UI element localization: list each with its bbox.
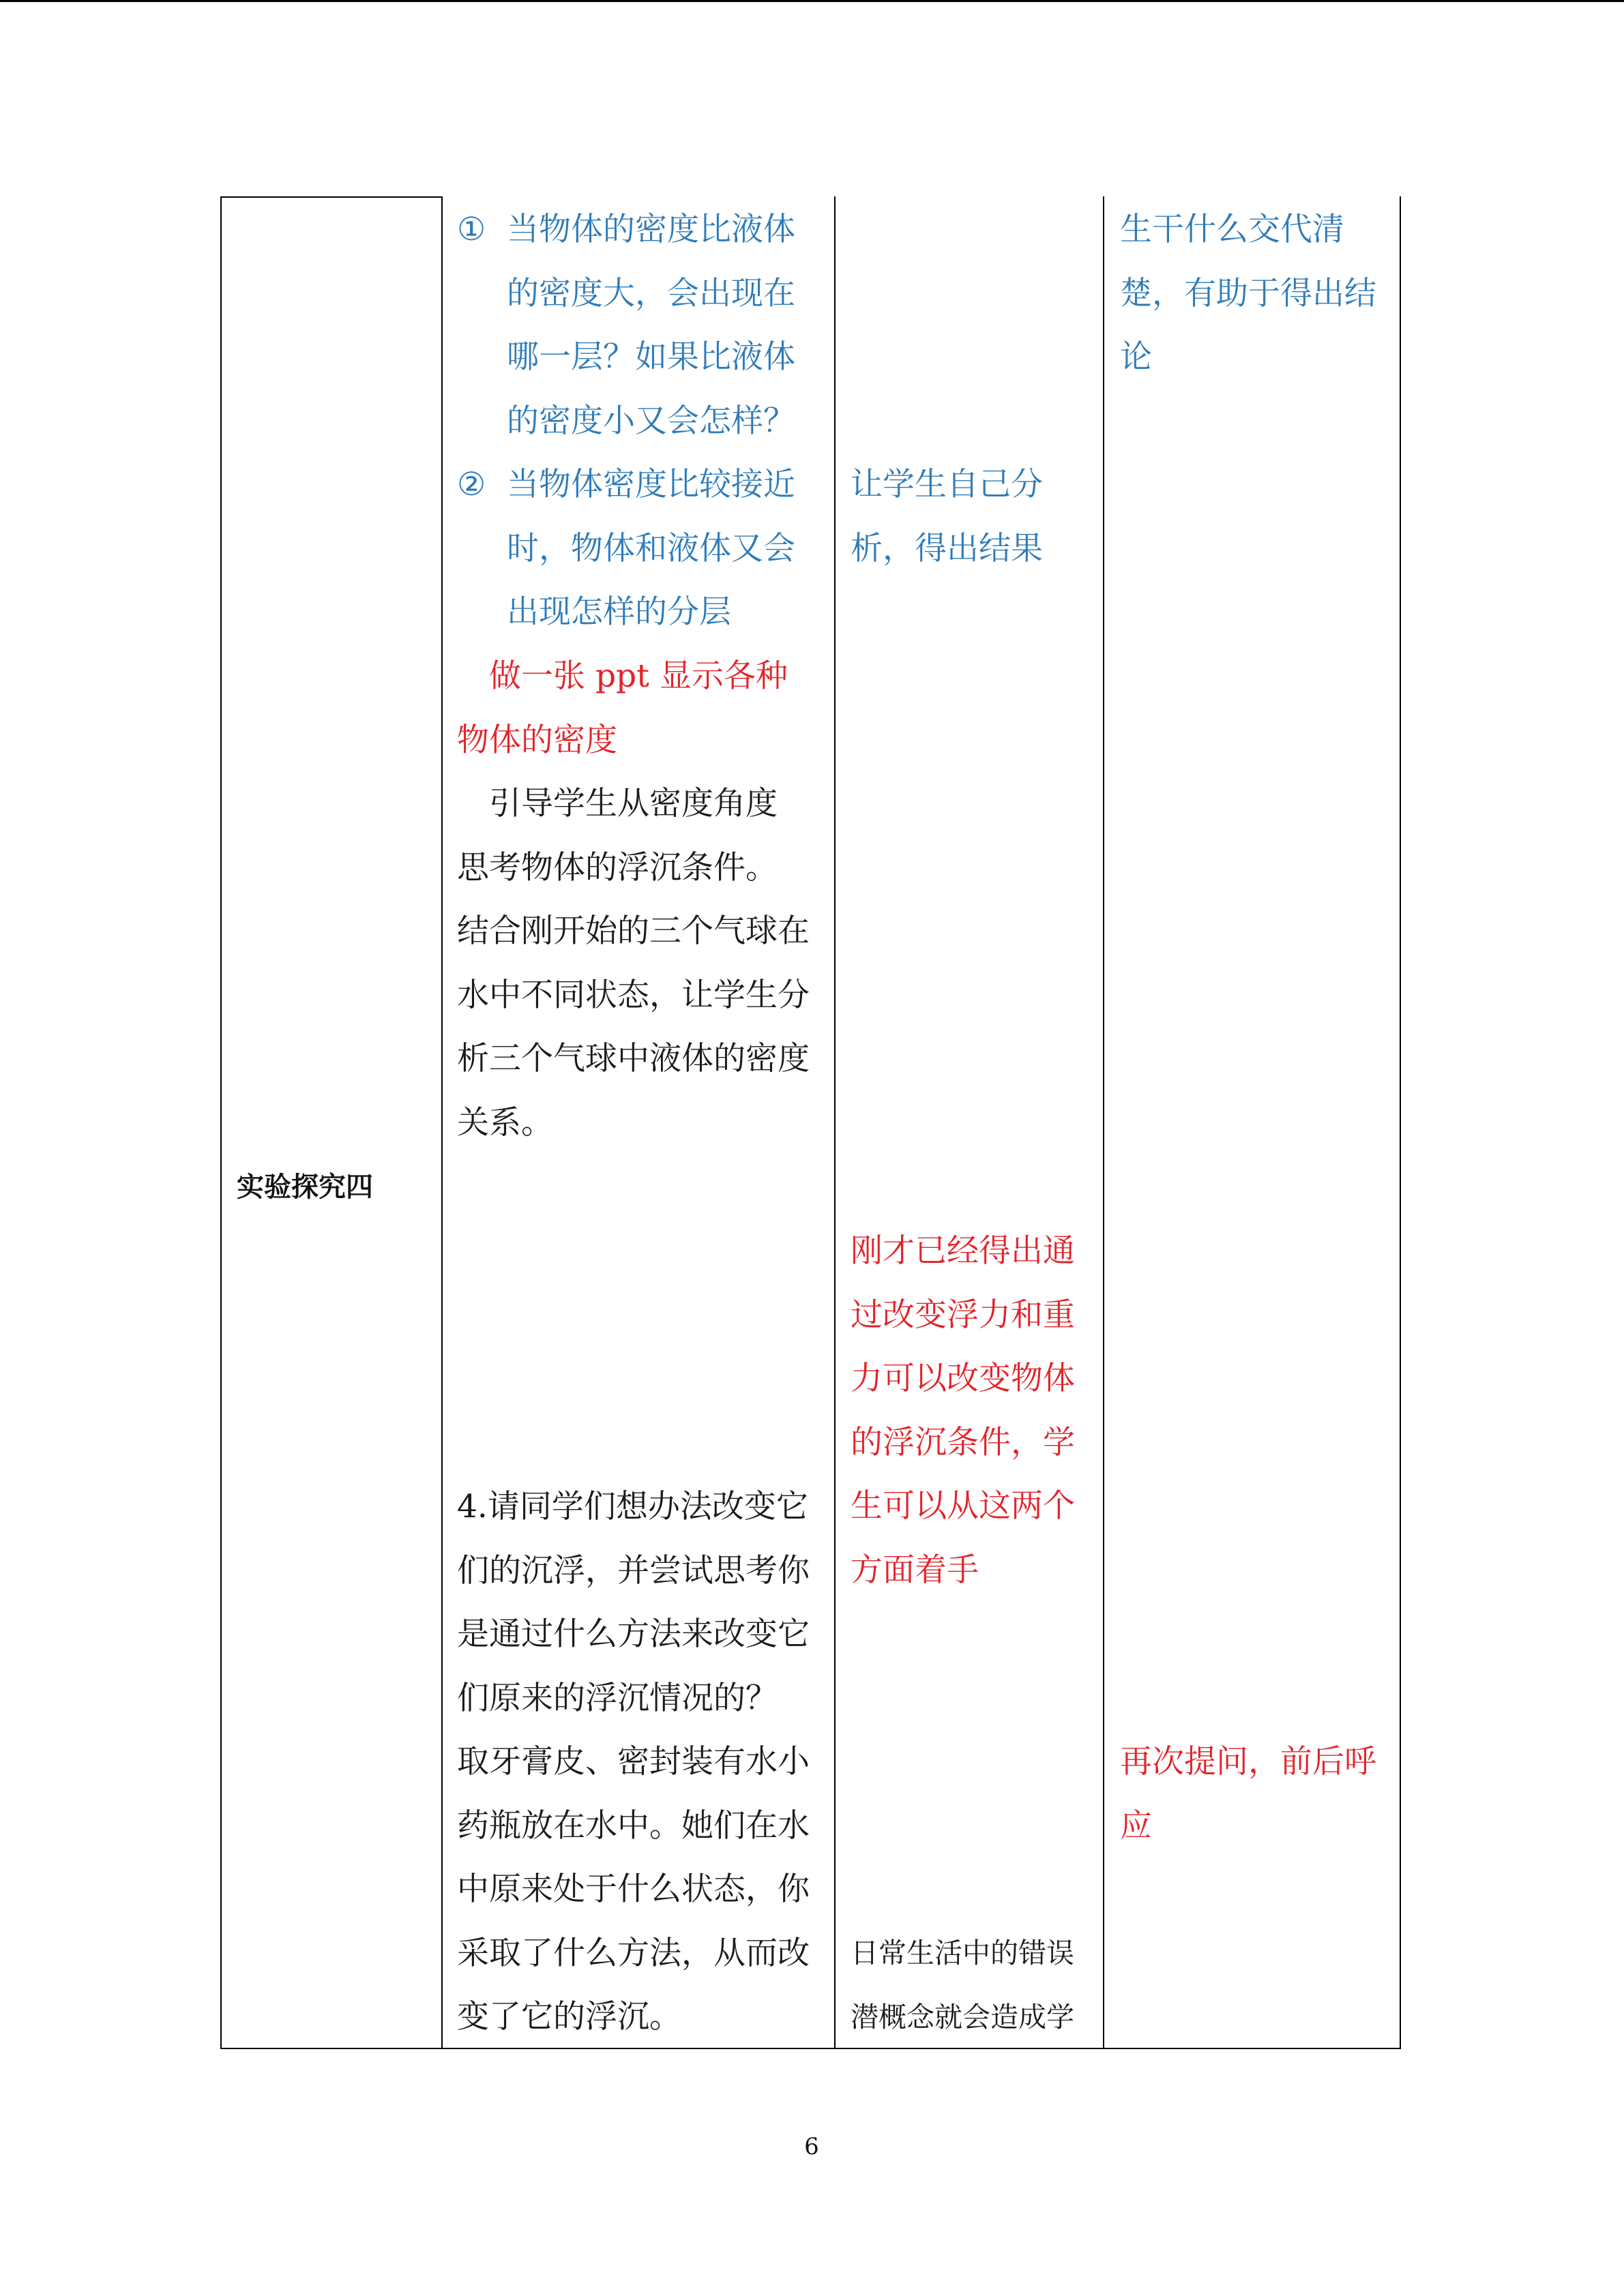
- task-4-line: 采取了什么方法，从而改: [457, 1934, 810, 1972]
- question-1-line: 的密度小又会怎样？: [507, 402, 795, 440]
- task-4-line: 取牙膏皮、密封装有水小: [457, 1743, 810, 1780]
- ppt-note: [457, 644, 825, 772]
- student-hint-line: 方面着手: [851, 1551, 979, 1589]
- page-top-border: [0, 0, 1624, 2]
- intent-echo-line: 再次提问，前后呼: [1120, 1743, 1376, 1780]
- student-hint-line: 过改变浮力和重: [851, 1296, 1075, 1334]
- task-4-line: 中原来处于什么状态，你: [457, 1870, 810, 1908]
- student-analyze: [851, 453, 1096, 580]
- student-misconception-line: 潜概念就会造成学: [851, 2000, 1074, 2033]
- ppt-note-line: 做一张 ppt 显示各种: [457, 657, 788, 695]
- guide-paragraph: [457, 772, 825, 1154]
- guide-line: 水中不同状态，让学生分: [457, 976, 810, 1014]
- student-hint-line: 刚才已经得出通: [851, 1232, 1075, 1270]
- intent-clarify-line: 生干什么交代清: [1120, 211, 1344, 248]
- task-4-paragraph: [457, 1475, 825, 2049]
- column-1-top-border: [220, 196, 443, 198]
- ppt-note-line: 物体的密度: [457, 721, 617, 759]
- table-border-left: [220, 196, 222, 2048]
- student-hint: [851, 1219, 1096, 1602]
- intent-echo-line: 应: [1120, 1806, 1152, 1845]
- intent-clarify: [1120, 198, 1393, 389]
- question-2-line: 出现怎样的分层: [507, 593, 731, 631]
- guide-line: 关系。: [457, 1103, 553, 1142]
- guide-line: 结合刚开始的三个气球在: [457, 912, 810, 950]
- task-4-line: 是通过什么方法来改变它: [457, 1615, 810, 1653]
- student-analyze-line: 让学生自己分: [851, 466, 1043, 503]
- student-misconception: [851, 1922, 1096, 2049]
- guide-line: 析三个气球中液体的密度: [457, 1040, 810, 1077]
- column-divider-2: [834, 196, 836, 2048]
- guide-line: 引导学生从密度角度: [457, 785, 778, 822]
- task-4-line: 变了它的浮沉。: [457, 1998, 681, 2036]
- student-hint-line: 生可以从这两个: [851, 1487, 1075, 1525]
- task-4-line: 药瓶放在水中。她们在水: [457, 1806, 810, 1845]
- question-2-marker: ②: [457, 466, 486, 503]
- question-1-line: 的密度大，会出现在: [507, 274, 795, 312]
- column-divider-3: [1103, 196, 1104, 2048]
- question-2-line: 时，物体和液体又会: [507, 529, 795, 567]
- question-1-line: 哪一层？如果比液体: [507, 338, 795, 376]
- student-hint-line: 力可以改变物体: [851, 1360, 1075, 1397]
- intent-clarify-line: 论: [1120, 338, 1152, 376]
- question-2-line: 当物体密度比较接近: [507, 466, 795, 503]
- task-4-line: 们原来的浮沉情况的？: [457, 1679, 778, 1717]
- question-1: [457, 198, 825, 453]
- student-hint-line: 的浮沉条件，学: [851, 1423, 1075, 1461]
- guide-line: 思考物体的浮沉条件。: [457, 848, 778, 886]
- question-1-line: 当物体的密度比液体: [507, 211, 795, 248]
- student-analyze-line: 析，得出结果: [851, 529, 1043, 567]
- task-4-line: 4.请同学们想办法改变它: [457, 1488, 808, 1525]
- task-4-line: 们的沉浮，并尝试思考你: [457, 1551, 810, 1590]
- student-misconception-line: 日常生活中的错误: [851, 1937, 1074, 1969]
- question-1-marker: ①: [457, 211, 486, 248]
- intent-clarify-line: 楚，有助于得出结: [1120, 274, 1376, 312]
- intent-echo: [1120, 1730, 1393, 1858]
- column-divider-1: [441, 196, 443, 2048]
- question-2: [457, 453, 825, 644]
- stage-label: 实验探究四: [237, 1171, 373, 1203]
- table-border-right: [1400, 196, 1401, 2048]
- page-number: 6: [804, 2133, 819, 2160]
